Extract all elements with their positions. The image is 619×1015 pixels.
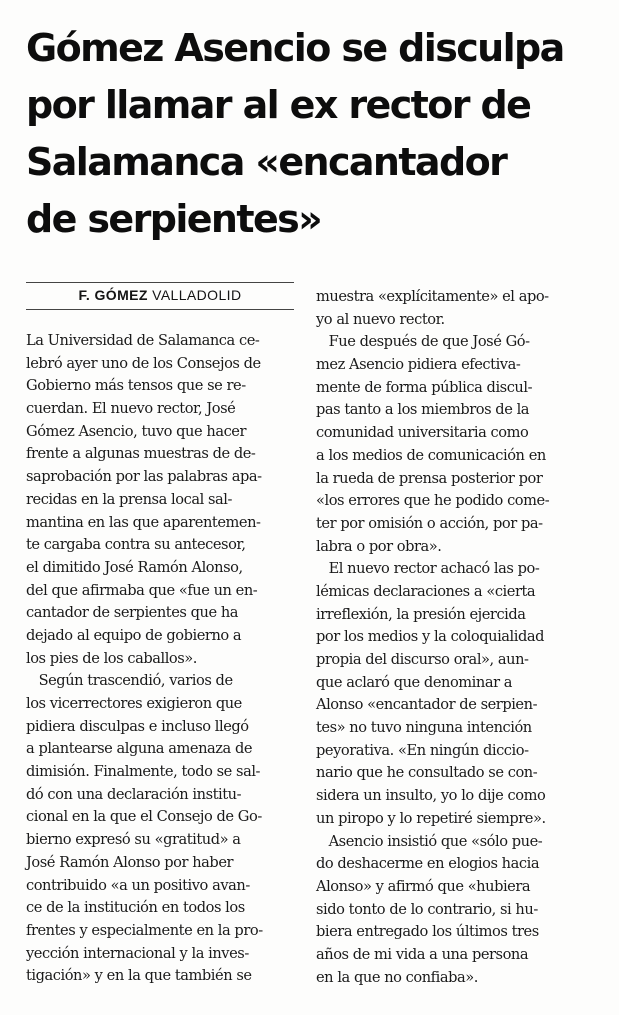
- byline-bottom-rule: [26, 309, 294, 310]
- body-text-line: yo al nuevo rector.: [316, 310, 445, 328]
- body-text-line: ce de la institución en todos los: [26, 899, 245, 917]
- body-text-line: peyorativa. «En ningún diccio-: [316, 741, 529, 759]
- body-text-line: que aclaró que denominar a: [316, 673, 513, 691]
- body-text-line: dejado al equipo de gobierno a: [26, 626, 242, 644]
- body-text-line: yección internacional y la inves-: [26, 944, 249, 962]
- body-text-line: dimisión. Finalmente, todo se sal-: [26, 763, 261, 781]
- body-text-line: pas tanto a los miembros de la: [316, 401, 530, 419]
- body-text-line: irreflexión, la presión ejercida: [316, 605, 526, 623]
- headline-line: de serpientes»: [26, 197, 322, 241]
- body-text-line: el dimitido José Ramón Alonso,: [26, 558, 243, 576]
- body-text-line: Fue después de que José Gó-: [316, 333, 530, 351]
- body-text-line: José Ramón Alonso por haber: [26, 853, 234, 871]
- body-text-line: Asencio insistió que «sólo pue-: [316, 832, 543, 850]
- body-text-line: labra o por obra».: [316, 537, 442, 555]
- body-text-line: por los medios y la coloquialidad: [316, 628, 545, 646]
- body-text-line: recidas en la prensa local sal-: [26, 490, 232, 508]
- article-column-1: [26, 330, 297, 988]
- body-text-line: a plantearse alguna amenaza de: [26, 740, 253, 758]
- body-text-line: do deshacerme en elogios hacia: [316, 855, 540, 873]
- body-text-line: la rueda de prensa posterior por: [316, 469, 543, 487]
- body-text-line: pidiera disculpas e incluso llegó: [26, 717, 249, 735]
- body-text-line: tigación» y en la que también se: [26, 967, 252, 985]
- body-text-line: contribuido «a un positivo avan-: [26, 876, 250, 894]
- byline-author: F. GÓMEZ: [78, 287, 148, 303]
- body-text-line: un piropo y lo repetiré siempre».: [316, 809, 546, 827]
- headline-line: Gómez Asencio se disculpa: [26, 26, 564, 70]
- body-text-line: bierno expresó su «gratitud» a: [26, 831, 241, 849]
- body-text-line: nario que he consultado se con-: [316, 764, 538, 782]
- body-text-line: Alonso «encantador de serpien-: [316, 696, 538, 714]
- body-text-line: Según trascendió, varios de: [26, 672, 233, 690]
- body-text-line: comunidad universitaria como: [316, 424, 529, 442]
- body-text-line: sidera un insulto, yo lo dije como: [316, 787, 546, 805]
- body-text-line: biera entregado los últimos tres: [316, 923, 539, 941]
- body-text-line: cantador de serpientes que ha: [26, 604, 239, 622]
- body-text-line: dó con una declaración institu-: [26, 785, 242, 803]
- body-text-line: cional en la que el Consejo de Go-: [26, 808, 262, 826]
- body-text-line: tes» no tuvo ninguna intención: [316, 719, 532, 737]
- body-text-line: propia del discurso oral», aun-: [316, 651, 529, 668]
- body-text-line: frente a algunas muestras de de-: [26, 445, 256, 463]
- body-text-line: años de mi vida a una persona: [316, 945, 529, 963]
- body-text-line: muestra «explícitamente» el apo-: [316, 288, 549, 305]
- body-text-line: mantina en las que aparentemen-: [26, 513, 261, 531]
- body-text-line: en la que no confiaba».: [316, 968, 478, 986]
- headline: [26, 20, 611, 248]
- body-text-line: lebró ayer uno de los Consejos de: [26, 354, 261, 372]
- body-text-line: a los medios de comunicación en: [316, 446, 546, 464]
- body-text-line: ter por omisión o acción, por pa-: [316, 514, 543, 532]
- body-text-line: cuerdan. El nuevo rector, José: [26, 400, 236, 418]
- byline: [26, 286, 294, 304]
- body-text-line: mente de forma pública discul-: [316, 378, 533, 396]
- body-text-line: los pies de los caballos».: [26, 649, 197, 667]
- headline-line: Salamanca «encantador: [26, 140, 507, 184]
- byline-location: VALLADOLID: [152, 287, 242, 303]
- article-column-2: [316, 286, 596, 989]
- body-text-line: Gómez Asencio, tuvo que hacer: [26, 422, 247, 440]
- body-text-line: te cargaba contra su antecesor,: [26, 536, 246, 554]
- body-text-line: del que afirmaba que «fue un en-: [26, 581, 258, 599]
- body-text-line: Alonso» y afirmó que «hubiera: [316, 877, 531, 895]
- byline-top-rule: [26, 282, 294, 283]
- body-text-line: Gobierno más tensos que se re-: [26, 377, 246, 395]
- body-text-line: frentes y especialmente en la pro-: [26, 921, 263, 939]
- body-text-line: «los errores que he podido come-: [316, 492, 550, 510]
- body-text-line: La Universidad de Salamanca ce-: [26, 332, 260, 349]
- body-text-line: saprobación por las palabras apa-: [26, 468, 262, 486]
- body-text-line: lémicas declaraciones a «cierta: [316, 582, 536, 600]
- headline-line: por llamar al ex rector de: [26, 83, 531, 127]
- body-text-line: El nuevo rector achacó las po-: [316, 560, 540, 578]
- body-text-line: los vicerrectores exigieron que: [26, 695, 242, 712]
- body-text-line: sido tonto de lo contrario, si hu-: [316, 900, 538, 918]
- body-text-line: mez Asencio pidiera efectiva-: [316, 356, 521, 374]
